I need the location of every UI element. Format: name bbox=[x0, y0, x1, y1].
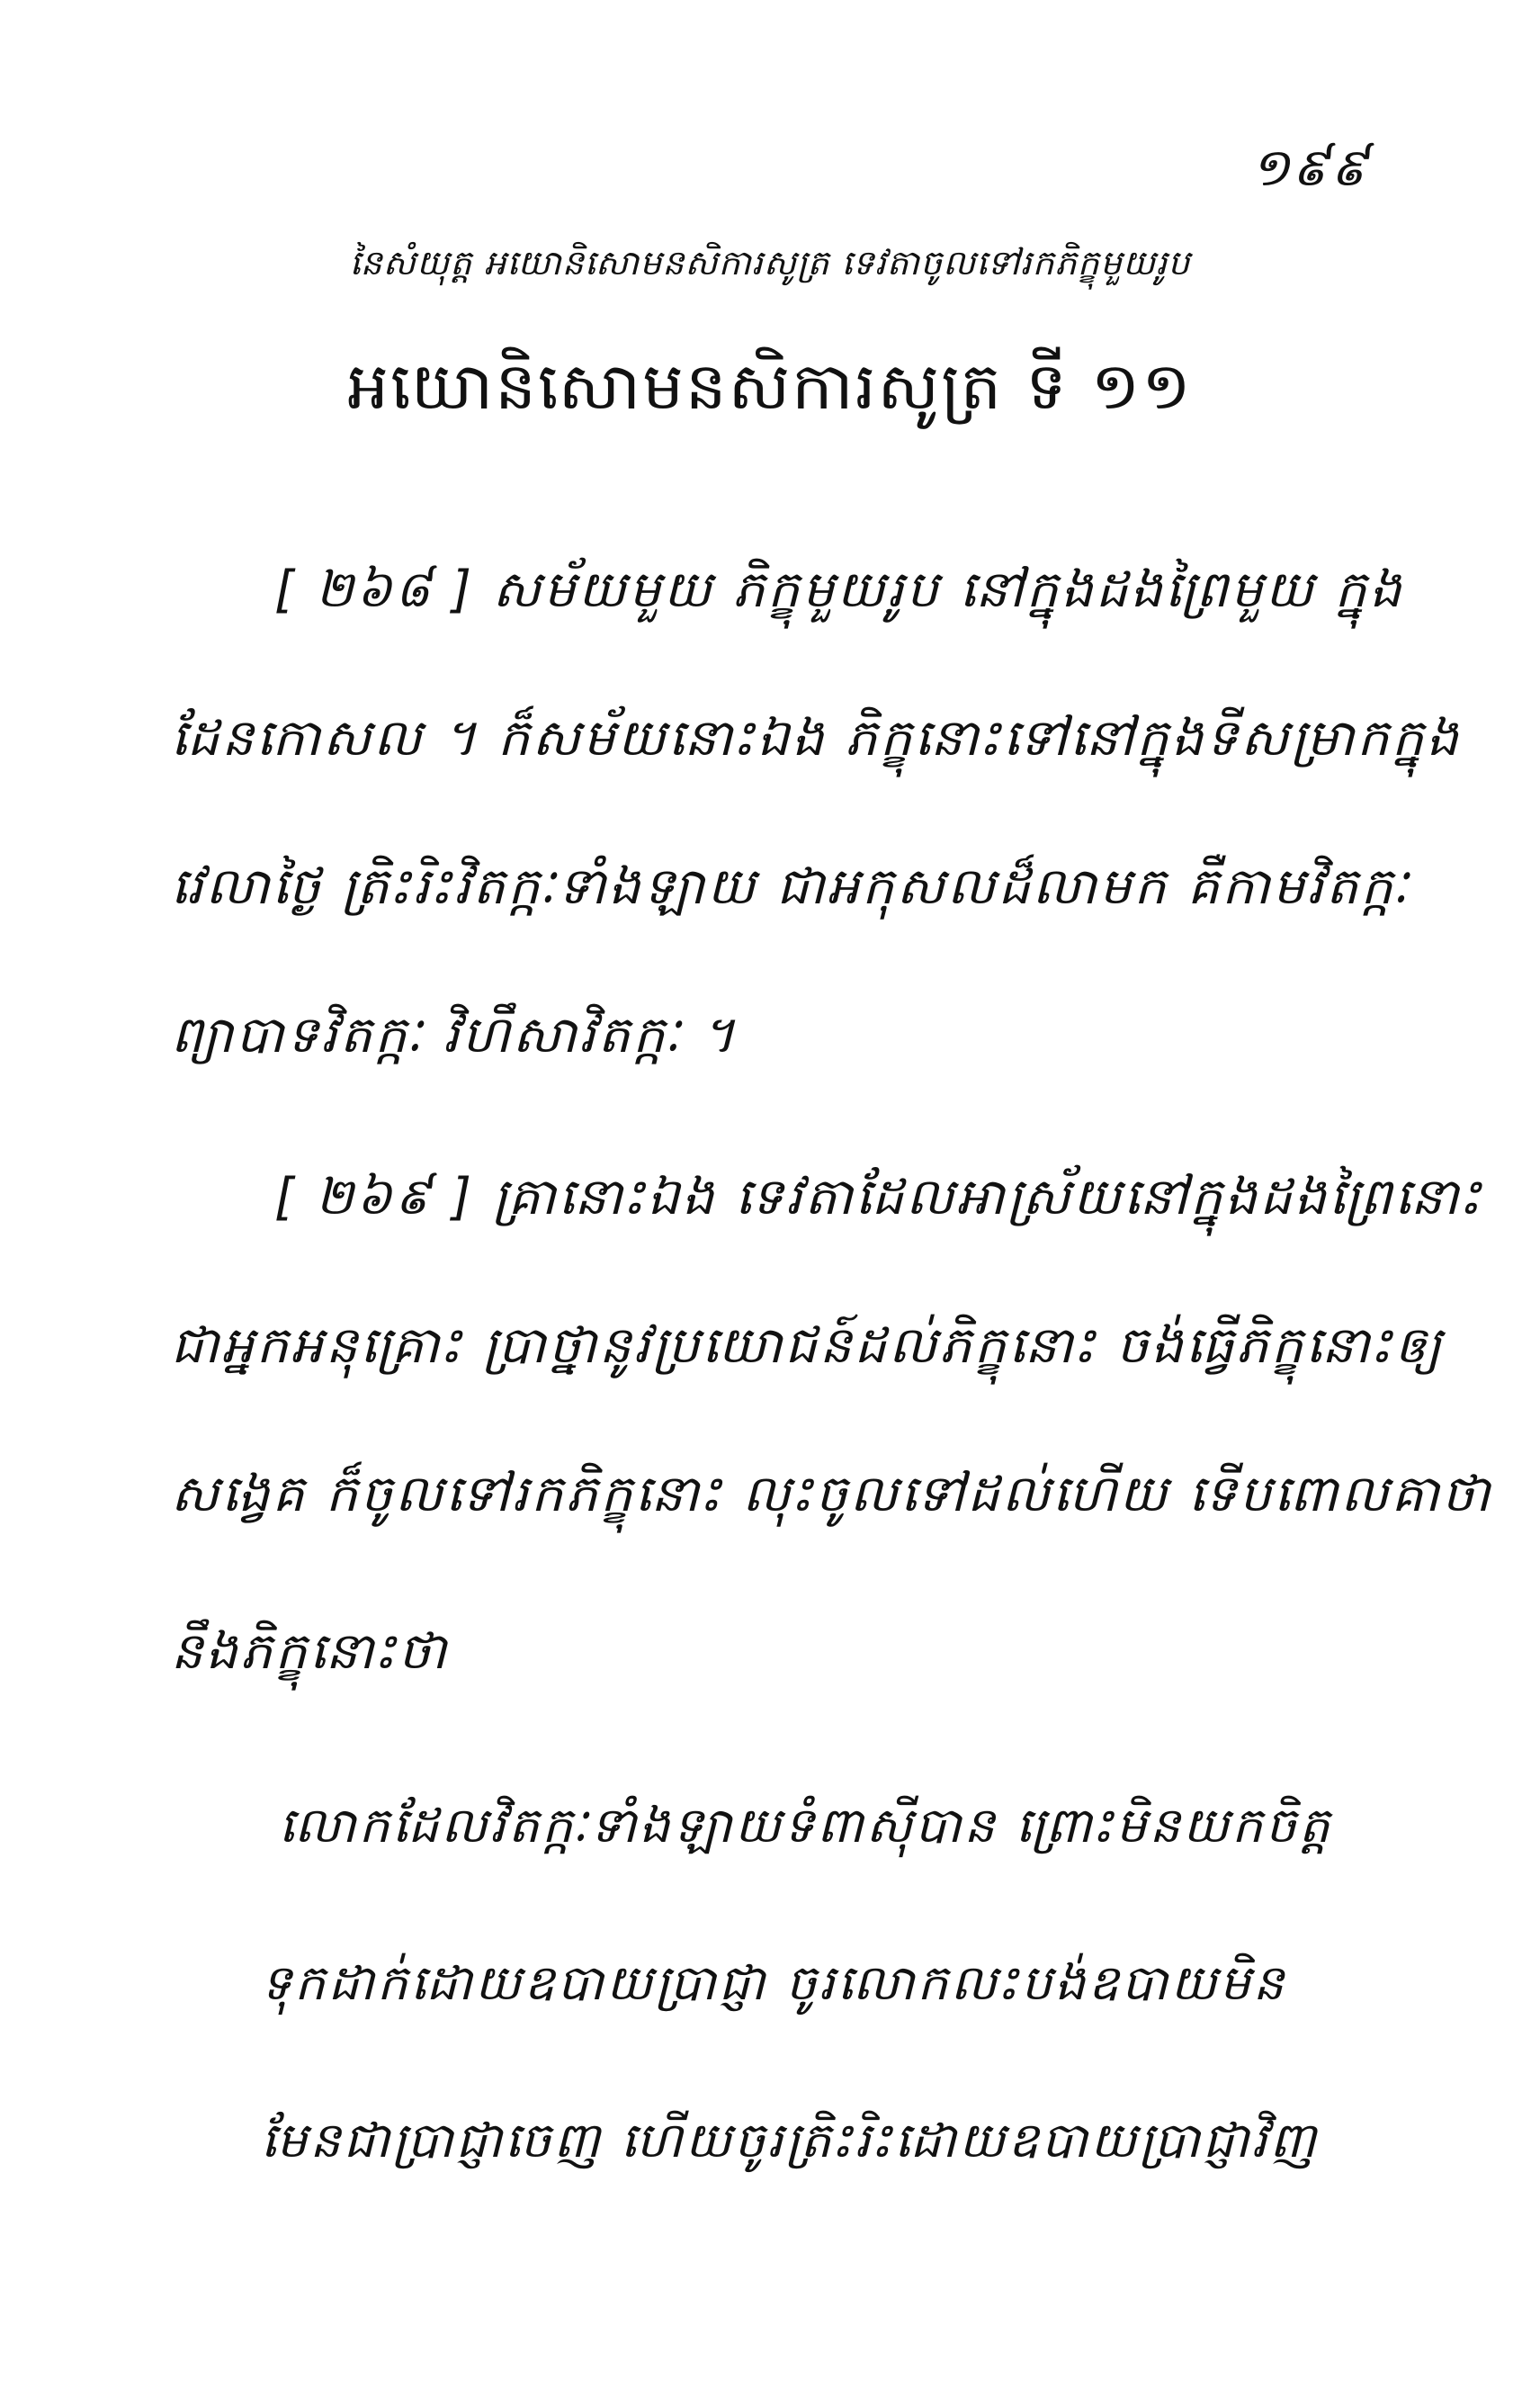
page-number: ១៩៩ bbox=[1249, 137, 1369, 198]
paragraph-line: ព្យាបាទវិតក្កៈ វិហឹសាវិតក្កៈ ។ bbox=[171, 1006, 738, 1064]
running-header: នៃសំយុត្ត អយោនិសោមនសិការសូត្រ ទេវតាចូលទៅរកភិក្ខុមួយរូប bbox=[349, 243, 1191, 283]
paragraph-line: វេលាថ្ងៃ ត្រិះរិះវិតក្កៈទាំងឡាយ ជាអកុសលដ៏លាមក គឺកាមវិតក្កៈ bbox=[171, 857, 1411, 916]
paragraph-line: [ ២៦៨ ] សម័យមួយ ភិក្ខុមួយរូប នៅក្នុងដងព្រៃមួយ ក្នុង bbox=[274, 561, 1404, 619]
sutta-title: អយោនិសោមនសិការសូត្រ ទី ១១ bbox=[347, 348, 1193, 424]
verse-line: លោកដែលវិតក្កៈទាំងឡាយទំពាស៊ីបាន ព្រោះមិនយកចិត្ត bbox=[279, 1797, 1333, 1854]
verse-line: មែនជាប្រាជ្ញាចេញ ហើយចូរត្រិះរិះដោយឧបាយប្រាជ្ញាវិញ bbox=[261, 2112, 1319, 2168]
paragraph-line: ជាអ្នកអនុគ្រោះ ប្រាថ្នានូវប្រយោជន៍ដល់ភិក្ខុនោះ ចង់ធ្វើភិក្ខុនោះឲ្យ bbox=[171, 1316, 1445, 1375]
paragraph-line: នឹងភិក្ខុនោះថា bbox=[171, 1622, 450, 1681]
verse-line: ទុកដាក់ដោយឧបាយប្រាជ្ញា ចូរលោកលះបង់ឧបាយមិន bbox=[261, 1954, 1287, 2011]
paragraph-line: ដែនកោសល ។ ក៏សម័យនោះឯង ភិក្ខុនោះទៅនៅក្នុងទីសម្រាកក្នុង bbox=[171, 709, 1462, 768]
paragraph-line: [ ២៦៩ ] គ្រានោះឯង ទេវតាដែលអាស្រ័យនៅក្នុងដងព្រៃនោះ bbox=[274, 1168, 1484, 1226]
paragraph-line: សង្វេគ ក៏ចូលទៅរកភិក្ខុនោះ លុះចូលទៅដល់ហើយ ទើបពោលគាថា bbox=[171, 1465, 1493, 1523]
